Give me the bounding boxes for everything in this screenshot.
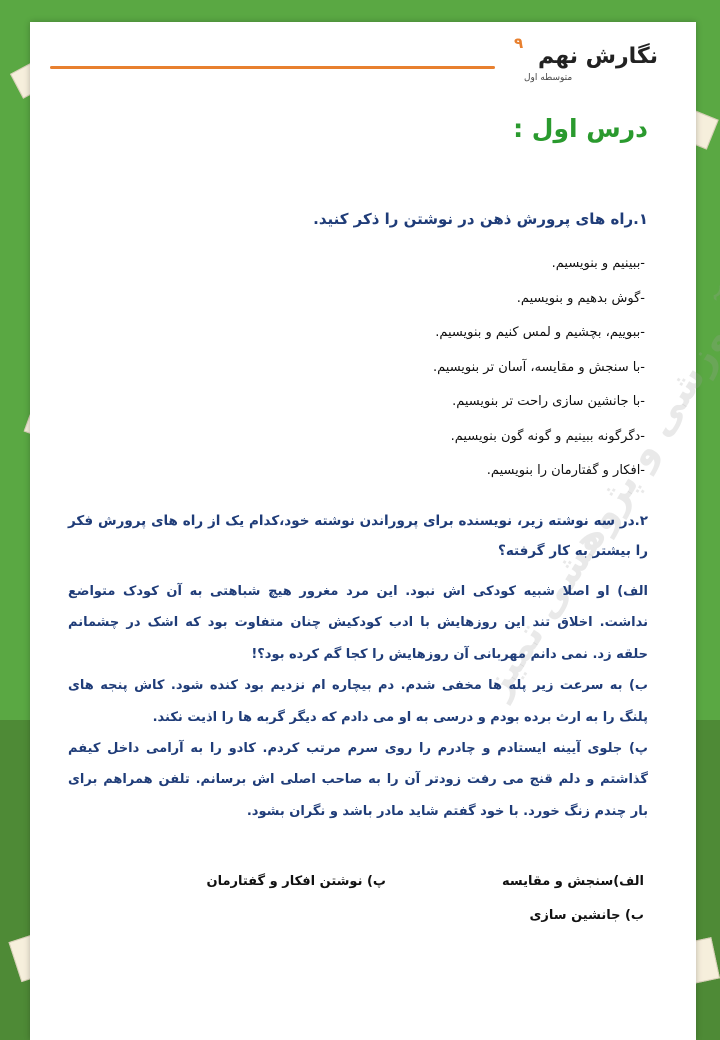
answer-item: -ببوییم، بچشیم و لمس کنیم و بنویسیم. [435,325,645,340]
question-1-answers [85,252,645,494]
logo-number: ۹ [514,34,524,52]
answer-alef: الف)سنجش و مقایسه [501,874,644,889]
answer-be: ب) جانشین سازی [529,908,644,923]
question-2-passages [68,576,648,827]
answer-item: -افکار و گفتارمان را بنویسیم. [486,463,645,478]
header-divider-line [50,66,495,69]
logo-subtitle: متوسطه اول [524,73,573,83]
answer-item: -ببینیم و بنویسیم. [551,256,645,271]
passage-alef: الف) او اصلا شبیه کودکی اش نبود. این مرد مغرور هیچ شباهتی به آن کودک متواضع نداشت. اخلاق تند این روزهایش با ادب کودکیش چنان متفاوت بود که اشک در چشمانم حلقه زد. نمی دانم مهربانی آن روزهایش را کجا گم کرده بود؟! [68,584,648,662]
question-1: ۱.راه های پرورش ذهن در نوشتن را ذکر کنید. [313,210,648,228]
answer-item: -دگرگونه ببینیم و گونه گون بنویسیم. [450,428,645,444]
logo-title: نگارش نهم [537,44,658,69]
answer-pe: پ) نوشتن افکار و گفتارمان [206,874,386,889]
watermark-text: آموزشی و پژوهشی تمیز [473,286,720,705]
question-2: ۲.در سه نوشته زیر، نویسنده برای پروراندن نوشته خود،کدام یک از راه های پرورش فکر را بیشتر به کار گرفته؟ [68,513,648,559]
answer-item: -با سنجش و مقایسه، آسان تر بنویسیم. [433,359,645,375]
answer-item: -گوش بدهیم و بنویسیم. [516,290,645,306]
answer-item: -با جانشین سازی راحت تر بنویسیم. [452,394,645,409]
passage-be: ب) به سرعت زیر پله ها مخفی شدم. دم بیچاره ام نزدیم بود کنده شود. کاش پنجه های پلنگ را به ارث برده بودم و درسی به او می دادم که دیگر گربه ها را اذیت نکند. [68,678,648,725]
lesson-title: درس اول : [513,114,648,143]
passage-pe: پ) جلوی آیینه ایستادم و چادرم را روی سرم مرتب کردم. کادو را به آرامی داخل کیفم گذاشتم و دلم قنج می رفت زودتر آن را به صاحب اصلی اش برسانم. تلفن همراهم برای بار چندم زنگ خورد. با خود گفتم شاید مادر باشد و نگران بشود. [68,741,648,819]
